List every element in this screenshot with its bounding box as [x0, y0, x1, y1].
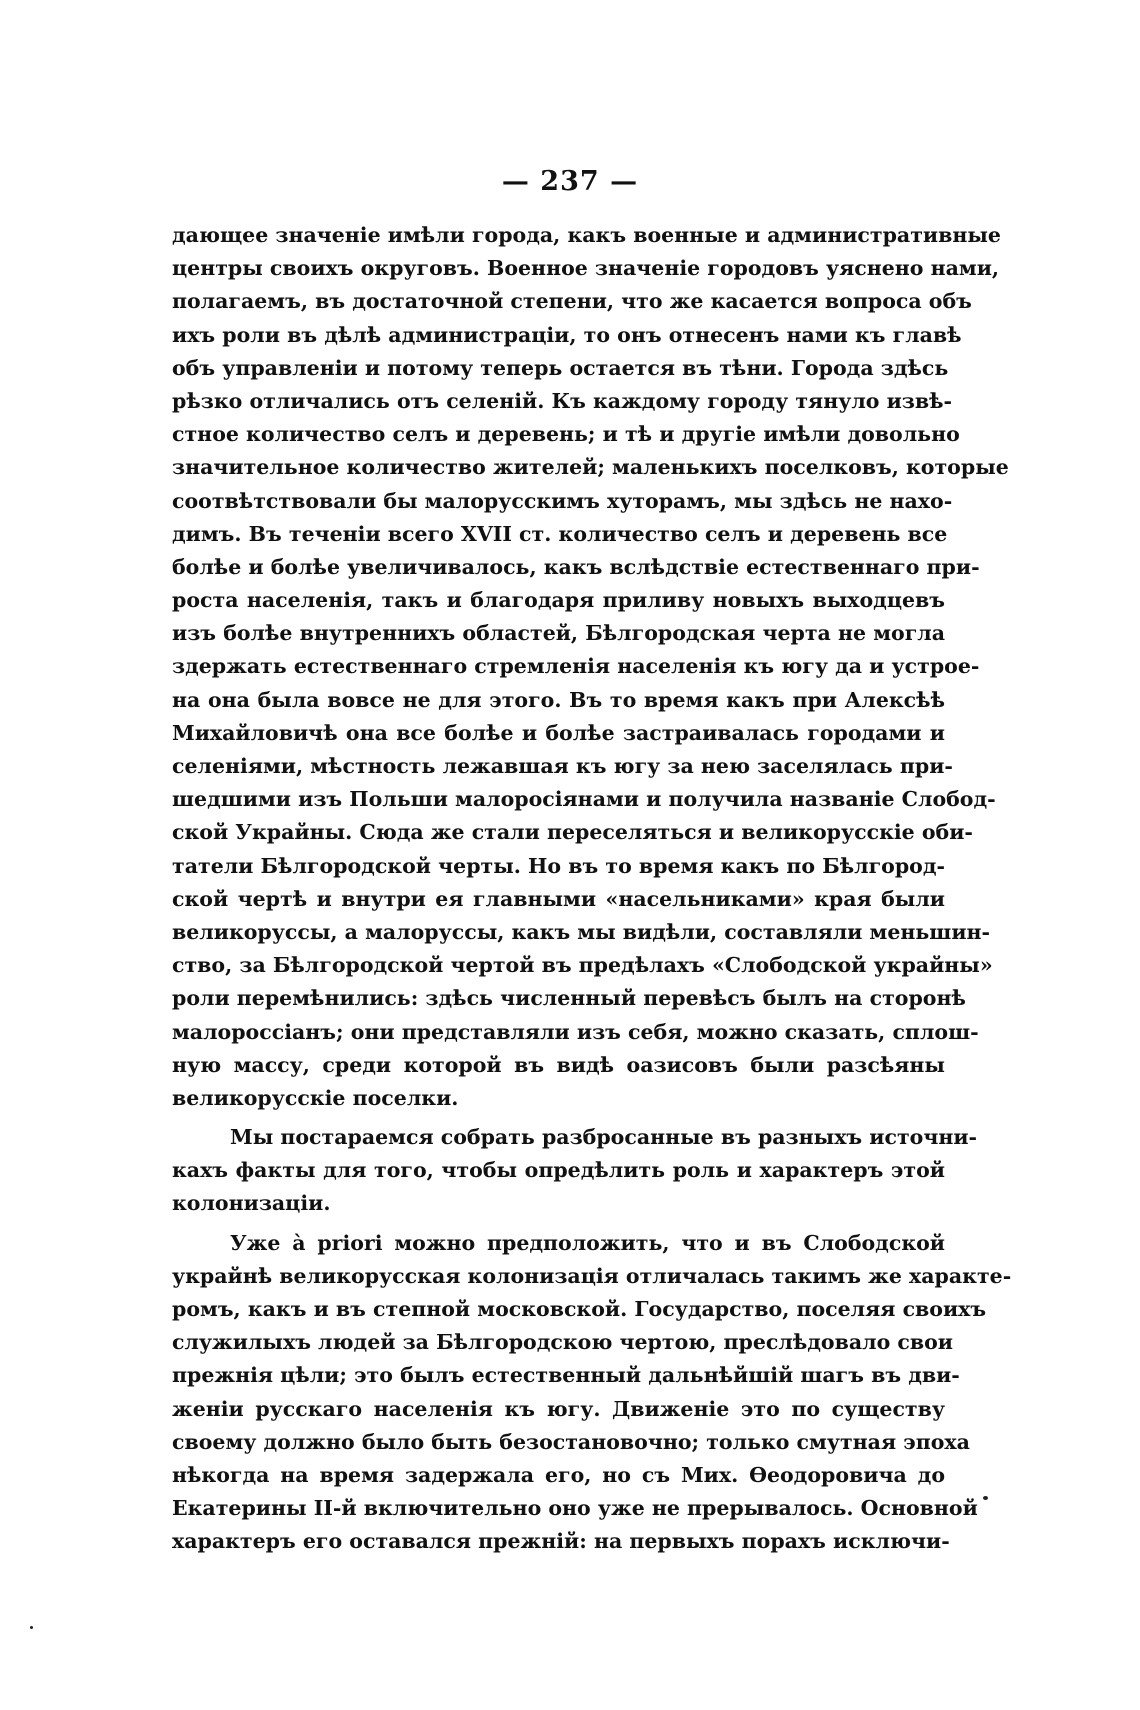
page-number: — 237 — [501, 166, 639, 197]
text-line: селеніями, мѣстность лежавшая къ югу за нею заселялась при- [172, 754, 953, 778]
paragraph-2 [172, 1121, 978, 1221]
text-line: великоруссы, а малоруссы, какъ мы видѣли, составляли меньшин- [172, 919, 991, 944]
text-line: Екатерины II-й включительно оно уже не прерывалось. Основной [172, 1496, 978, 1521]
text-line: ской чертѣ и внутри ея главными «насельниками» края были [172, 886, 945, 911]
text-line: роста населенія, такъ и благодаря приливу новыхъ выходцевъ [172, 588, 945, 613]
text-line: малороссіанъ; они представляли изъ себя, можно сказать, сплош- [172, 1019, 979, 1044]
text-line: болѣе и болѣе увеличивалось, какъ вслѣдствіе естественнаго при- [172, 554, 980, 579]
text-line: значительное количество жителей; маленькихъ поселковъ, которые [172, 455, 1009, 480]
text-line: роли перемѣнились: здѣсь численный перевѣсъ былъ на сторонѣ [172, 986, 966, 1011]
text-line: нѣкогда на время задержала его, но съ Мих. Ѳеодоровича до [172, 1462, 945, 1487]
scan-speck [983, 1496, 988, 1500]
text-line: дающее значеніе имѣли города, какъ военные и административные [172, 223, 1001, 247]
text-line: ихъ роли въ дѣлѣ администраціи, то онъ отнесенъ нами къ главѣ [172, 322, 962, 347]
text-line: изъ болѣе внутреннихъ областей, Бѣлгородская черта не могла [172, 621, 945, 646]
text-line: женіи русскаго населенія къ югу. Движеніе это по существу [172, 1396, 945, 1421]
text-line: колонизаціи. [172, 1191, 331, 1216]
text-line: украйнѣ великорусская колонизація отличалась такимъ же характе- [172, 1263, 1012, 1288]
text-line: стное количество селъ и деревень; и тѣ и другіе имѣли довольно [172, 422, 960, 447]
text-line: рѣзко отличались отъ селеній. Къ каждому городу тянуло извѣ- [172, 388, 953, 413]
text-line: Уже à priori можно предположить, что и въ Слободской [230, 1230, 945, 1255]
paragraph-1 [172, 219, 1009, 1115]
text-line: на она была вовсе не для этого. Въ то время какъ при Алексѣѣ [172, 687, 945, 712]
text-line: характеръ его оставался прежній: на первыхъ порахъ исключи- [172, 1529, 950, 1554]
text-line: объ управленіи и потому теперь остается въ тѣни. Города здѣсь [172, 355, 949, 380]
text-line: татели Бѣлгородской черты. Но въ то время какъ по Бѣлгород- [172, 853, 945, 878]
text-line: своему должно было быть безостановочно; только смутная эпоха [172, 1429, 970, 1454]
text-line: полагаемъ, въ достаточной степени, что же касается вопроса объ [172, 289, 972, 314]
paragraph-3 [172, 1227, 1012, 1559]
scan-speck [30, 1626, 33, 1629]
text-line: прежнія цѣли; это былъ естественный дальнѣйшій шагъ въ дви- [172, 1363, 960, 1388]
text-line: ную массу, среди которой въ видѣ оазисовъ были разсѣяны [172, 1052, 945, 1077]
text-line: здержать естественнаго стремленія населенія къ югу да и устрое- [172, 654, 980, 679]
text-line: димъ. Въ теченіи всего XVII ст. количество селъ и деревень все [172, 521, 948, 546]
text-line: кахъ факты для того, чтобы опредѣлить роль и характеръ этой [172, 1158, 945, 1183]
text-line: центры своихъ округовъ. Военное значеніе городовъ уяснено нами, [172, 256, 1000, 281]
text-line: ство, за Бѣлгородской чертой въ предѣлахъ «Слободской украйны» [172, 953, 993, 978]
text-line: ской Украйны. Сюда же стали переселяться и великорусскіе оби- [172, 820, 973, 845]
body-text [172, 219, 1012, 1559]
text-line: служилыхъ людей за Бѣлгородскою чертою, преслѣдовало свои [172, 1330, 954, 1355]
text-line: соотвѣтствовали бы малорусскимъ хуторамъ, мы здѣсь не нахо- [172, 488, 953, 513]
text-line: великорусскіе поселки. [172, 1085, 459, 1110]
text-line: ромъ, какъ и въ степной московской. Государство, поселяя своихъ [172, 1297, 987, 1321]
text-line: Михайловичѣ она все болѣе и болѣе застраивалась городами и [172, 720, 945, 745]
text-line: Мы постараемся собрать разбросанные въ разныхъ источни- [230, 1125, 978, 1150]
text-line: шедшими изъ Польши малоросіянами и получила названіе Слобод- [172, 787, 996, 812]
